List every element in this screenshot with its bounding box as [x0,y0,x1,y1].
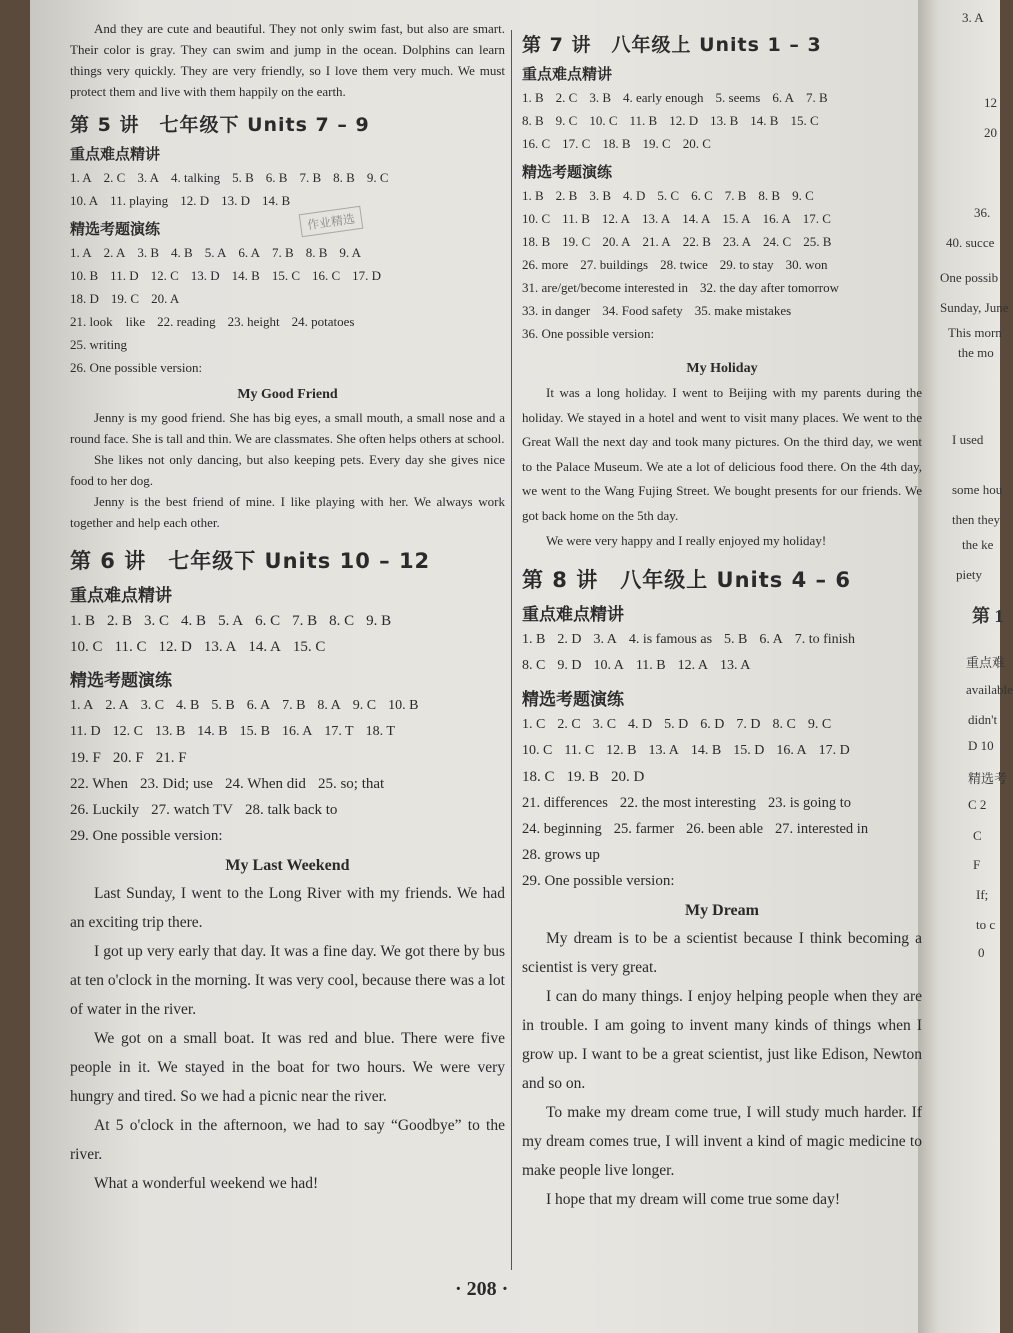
answer: 6. A [759,632,783,647]
answer: 21. F [155,750,187,766]
answer: 1. B [70,613,96,629]
answer: 8. B [305,245,328,260]
answer: 23. Did; use [140,776,213,792]
answer: 2. B [555,188,578,203]
answer: 12. C [112,724,143,739]
answer: 6. C [255,613,281,629]
answer: 17. D [352,268,382,283]
answer: 10. C [70,639,103,655]
answer: 7. B [805,90,828,105]
answer: 17. C [802,211,831,226]
answer-row [522,842,922,868]
fragment: the ke [962,537,994,552]
answer: 6. C [691,188,713,203]
answer: 28. twice [660,257,708,272]
answer: 22. reading [157,314,216,329]
adjacent-page-edge [918,0,1013,1333]
answer: 15. B [239,724,270,739]
answer: 22. the most interesting [619,795,757,811]
answer-row [522,230,922,253]
answer-row [70,634,505,660]
answer: 8. B [333,170,355,185]
answer: 9. C [352,698,377,713]
answer: 11. D [110,268,139,283]
fragment: 12 [984,95,997,110]
answer-row [70,719,505,745]
answer: 13. A [203,639,237,655]
essay-paragraph: Jenny is the best friend of mine. I like playing with her. We always work together and help each other. [70,494,505,530]
answer: 35. make mistakes [694,303,792,318]
answer: 8. A [317,698,341,713]
answer: 31. are/get/become interested in [522,280,689,295]
answer: 3. A [137,170,160,185]
answer: 21. look like [70,314,146,329]
answer: 14. B [231,268,260,283]
fragment: piety [956,567,982,582]
answer: 12. D [669,113,699,128]
answer: 10. C [522,211,551,226]
essay-title: My Last Weekend [225,857,350,874]
answer: 22. B [682,234,711,249]
answer: 15. D [733,743,765,758]
section-heading: 重点难点精讲 [522,605,624,625]
answer: 9. C [555,113,578,128]
answer: 4. B [176,698,200,713]
answer: 20. F [112,750,144,766]
answer: 7. B [272,245,294,260]
answer: 7. B [299,170,322,185]
answer: 9. B [366,613,392,629]
answer: 21. A [642,234,671,249]
answer: 11. B [635,658,666,673]
answer: 1. C [522,717,546,732]
answer: 8. C [329,613,355,629]
lecture-5-title: 第 5 讲 七年级下 Units 7 – 9 [70,114,370,136]
fragment: 精选考 [968,771,1008,786]
answer: 29. One possible version: [70,828,223,844]
answer-row [522,790,922,816]
answer: 11. C [564,743,595,758]
answer: 6. D [700,717,725,732]
answer: 16. A [762,211,791,226]
answer: 5. C [657,188,680,203]
answer-row [70,287,505,310]
answer: 7. to finish [794,632,855,647]
answer: 14. B [750,113,779,128]
answer: 23. A [722,234,752,249]
essay-paragraph: Jenny is my good friend. She has big eyes, a small mouth, a small nose and a round face. She is tall and thin. We are classmates. She often helps others at school. [70,410,505,446]
fragment: D 10 [968,738,994,753]
answer: 6. A [238,245,261,260]
answer: 27. watch TV [151,802,233,818]
essay-paragraph: It was a long holiday. I went to Beijing with my parents during the holiday. We stayed in a hotel and went to visit many places. We went to the Great Wall the next day and took many pictures. On the third day, we went to the Palace Museum. We ate a lot of delicious food there. On the 4th day, we went to the Wang Fujing Street. We bought presents for our friends. We got back home on the 5th day. [522,385,922,523]
fragment: This morn [948,325,1002,340]
answer: 4. B [181,613,207,629]
answer: 5. B [232,170,254,185]
answer-row [522,653,922,679]
answer: 9. C [792,188,814,203]
answer: 9. D [557,658,582,673]
answer: 26. been able [686,821,764,837]
answer: 7. B [292,613,318,629]
answer: 4. talking [171,170,221,185]
answer-row [522,322,922,345]
fragment: I used [952,432,984,447]
column-divider [511,30,512,1270]
answer-row [522,86,922,109]
answer: 25. so; that [317,776,385,792]
fragment: C 2 [968,797,987,812]
answer: 14. A [248,639,281,655]
answer: 1. B [522,188,544,203]
section-heading: 重点难点精讲 [522,65,613,83]
answer: 1. B [522,90,544,105]
fragment: the mo [958,345,994,360]
answer-row [70,264,505,287]
section-heading: 重点难点精讲 [70,145,161,163]
answer: 17. D [818,743,850,758]
lecture-8-title: 第 8 讲 八年级上 Units 4 – 6 [522,568,851,592]
answer-row [522,276,922,299]
answer-row [522,109,922,132]
answer: 16. A [281,724,313,739]
answer: 28. grows up [522,847,600,863]
essay-paragraph: I got up very early that day. It was a fine day. We got there by bus at ten o'clock in the morning. It was very cool, because there was a lot of water in the river. [70,943,505,1018]
answer-row [522,738,922,764]
answer: 2. B [107,613,133,629]
answer: 10. C [522,743,553,758]
answer: 18. B [522,234,551,249]
essay-paragraph: I can do many things. I enjoy helping people when they are in trouble. I am going to invent many kinds of things when I grow up. I want to be a great scientist, just like Edison, Newton and so on. [522,988,922,1092]
answer: 21. differences [522,795,608,811]
answer: 26. more [522,257,569,272]
answer: 5. D [664,717,689,732]
answer-row [522,299,922,322]
answer: 3. C [592,717,617,732]
answer-row [70,693,505,719]
answer-row [70,189,505,212]
answer-row [522,253,922,276]
fragment: 3. A [962,10,984,25]
left-column [70,18,505,1198]
answer: 24. C [763,234,792,249]
answer-row [70,166,505,189]
answer: 33. in danger [522,303,591,318]
answer: 5. B [211,698,235,713]
fragment: 重点难 [966,655,1006,670]
answer: 3. B [589,188,612,203]
answer: 7. D [736,717,761,732]
essay-paragraph: My dream is to be a scientist because I think becoming a scientist is very great. [522,930,922,976]
answer-row [522,184,922,207]
answer: 30. won [785,257,828,272]
answer: 2. C [555,90,578,105]
fragment: 36. [974,205,991,220]
right-column [522,30,922,1214]
answer-row [522,868,922,894]
answer-row [70,745,505,771]
stamp: 作业精选 [299,206,364,237]
answer: 3. B [589,90,612,105]
answer: 23. is going to [768,795,851,811]
answer: 29. One possible version: [522,873,675,889]
answer: 3. A [593,632,617,647]
answer: 9. C [807,717,832,732]
fragment: 第 1 [972,606,1004,626]
essay-title: My Dream [685,902,759,919]
answer: 7. B [724,188,747,203]
answer: 19. C [642,136,671,151]
answer: 18. T [365,724,395,739]
answer: 13. D [221,193,250,208]
answer: 27. interested in [775,821,869,837]
lecture-6-title: 第 6 讲 七年级下 Units 10 – 12 [70,549,431,573]
answer-row [70,823,505,849]
answer: 6. B [265,170,288,185]
answer-row [70,356,505,379]
answer-row [522,764,922,790]
answer: 11. D [70,724,101,739]
essay-paragraph: Last Sunday, I went to the Long River with my friends. We had an exciting trip there. [70,885,505,931]
answer: 24. beginning [522,821,602,837]
answer: 9. A [339,245,362,260]
fragment: Sunday, June [940,300,1009,315]
answer: 14. A [682,211,711,226]
answer: 19. F [70,750,101,766]
answer: 4. B [171,245,193,260]
essay-paragraph: I hope that my dream will come true some day! [546,1191,840,1208]
answer: 13. B [710,113,739,128]
answer: 5. A [218,613,244,629]
answer: 3. C [144,613,170,629]
answer: 10. B [388,698,419,713]
answer: 10. C [589,113,618,128]
answer: 8. B [758,188,781,203]
answer-row [70,797,505,823]
answer: 10. A [70,193,99,208]
section-heading: 精选考题演练 [70,671,172,691]
answer: 12. B [606,743,637,758]
answer-row [70,310,505,333]
fragment: 40. succe [946,235,995,250]
answer: 23. height [227,314,280,329]
fragment: If; [976,887,989,902]
fragment: 20 [984,125,997,140]
section-heading: 精选考题演练 [522,163,613,181]
answer: 26. Luckily [70,802,140,818]
answer: 19. C [562,234,591,249]
answer: 11. playing [110,193,169,208]
answer: 13. B [154,724,186,739]
answer: 2. A [103,245,126,260]
answer: 2. C [103,170,126,185]
answer: 5. B [724,632,748,647]
answer: 13. A [648,743,679,758]
answer: 26. One possible version: [70,360,203,375]
answer: 11. B [562,211,590,226]
answer-row [522,132,922,155]
answer: 20. A [151,291,180,306]
section-heading: 精选考题演练 [522,690,624,710]
lecture-7-title: 第 7 讲 八年级上 Units 1 – 3 [522,34,822,56]
essay-paragraph: To make my dream come true, I will study much harder. If my dream comes true, I will invent a kind of magic medicine to make people live longer. [522,1104,922,1179]
answer: 34. Food safety [602,303,683,318]
continued-essay: And they are cute and beautiful. They not only swim fast, but also are smart. Their color is gray. They can swim and jump in the ocean. Dolphins can learn things very quickly. They are very friendly, so I love them very much. We must protect them and live with them happily on the earth. [70,21,505,99]
answer: 17. C [562,136,591,151]
fragment: some hou [952,482,1003,497]
fragment: didn't [968,712,998,727]
answer: 24. When did [224,776,306,792]
answer: 16. C [311,268,341,283]
answer: 20. D [611,769,645,785]
answer: 19. C [110,291,140,306]
answer: 1. A [70,698,94,713]
answer: 18. B [602,136,631,151]
answer: 6. A [246,698,271,713]
essay-title: My Good Friend [237,387,338,402]
answer: 15. C [790,113,819,128]
answer: 2. A [105,698,129,713]
answer: 1. A [70,245,92,260]
answer: 13. A [642,211,671,226]
fragment: then they [952,512,1001,527]
answer: 22. When [70,776,129,792]
answer: 11. C [114,639,147,655]
section-heading: 重点难点精讲 [70,586,172,606]
answer: 19. B [566,769,600,785]
answer-row [70,608,505,634]
answer-row [70,333,505,356]
answer: 27. buildings [580,257,649,272]
essay-paragraph: At 5 o'clock in the afternoon, we had to say “Goodbye” to the river. [70,1117,505,1163]
answer: 25. B [803,234,832,249]
answer: 25. farmer [613,821,675,837]
answer: 7. B [282,698,306,713]
answer: 14. B [197,724,228,739]
answer: 1. A [70,170,92,185]
answer: 5. A [204,245,227,260]
essay-title: My Holiday [686,361,758,376]
answer: 3. C [140,698,165,713]
answer: 14. B [690,743,722,758]
answer: 5. seems [715,90,761,105]
answer: 2. C [557,717,581,732]
answer: 36. One possible version: [522,326,655,341]
answer: 13. D [190,268,220,283]
answer: 25. writing [70,337,128,352]
section-heading: 精选考题演练 [70,220,161,238]
fragment: to c [976,917,996,932]
answer: 16. C [522,136,551,151]
answer: 8. C [522,658,546,673]
answer: 1. B [522,632,546,647]
answer: 15. C [292,639,326,655]
essay-paragraph: She likes not only dancing, but also keeping pets. Every day she gives nice food to her dog. [70,452,505,488]
answer: 12. D [180,193,210,208]
answer-row [522,712,922,738]
fragment: available [966,682,1013,697]
fragment: 0 [978,945,985,960]
answer: 28. talk back to [244,802,338,818]
answer: 17. T [324,724,354,739]
answer: 18. C [522,769,555,785]
answer: 13. A [719,658,751,673]
answer: 24. potatoes [291,314,355,329]
answer: 20. A [602,234,631,249]
essay-paragraph: We got on a small boat. It was red and blue. There were five people in it. We stayed in the boat for two hours. We were very hungry and tired. So we had a picnic near the river. [70,1030,505,1105]
answer: 20. C [682,136,711,151]
answer-row [522,816,922,842]
fragment: One possib [940,270,999,285]
essay-paragraph: What a wonderful weekend we had! [94,1175,319,1192]
answer: 18. D [70,291,99,306]
page-number: · 208 · [455,1278,509,1300]
answer: 10. A [593,658,624,673]
answer: 3. B [137,245,160,260]
answer: 32. the day after tomorrow [700,280,840,295]
answer: 12. D [158,639,192,655]
answer: 4. D [623,188,646,203]
fragment: F [973,857,981,872]
answer: 4. early enough [623,90,704,105]
answer: 11. B [629,113,658,128]
answer: 9. C [366,170,389,185]
answer-row [70,771,505,797]
essay-paragraph: We were very happy and I really enjoyed my holiday! [546,533,827,548]
answer: 8. B [522,113,544,128]
answer: 12. A [677,658,708,673]
answer: 6. A [772,90,794,105]
answer: 29. to stay [719,257,774,272]
answer: 10. B [70,268,99,283]
answer: 4. is famous as [628,632,713,647]
answer: 4. D [628,717,653,732]
answer-row [522,627,922,653]
fragment: C [973,828,982,843]
answer: 12. C [150,268,179,283]
answer: 14. B [261,193,291,208]
answer: 15. C [271,268,300,283]
answer-row [522,207,922,230]
answer: 12. A [601,211,631,226]
answer: 8. C [772,717,796,732]
answer: 16. A [776,743,807,758]
answer-row [70,241,505,264]
answer: 2. D [557,632,582,647]
answer: 15. A [722,211,751,226]
